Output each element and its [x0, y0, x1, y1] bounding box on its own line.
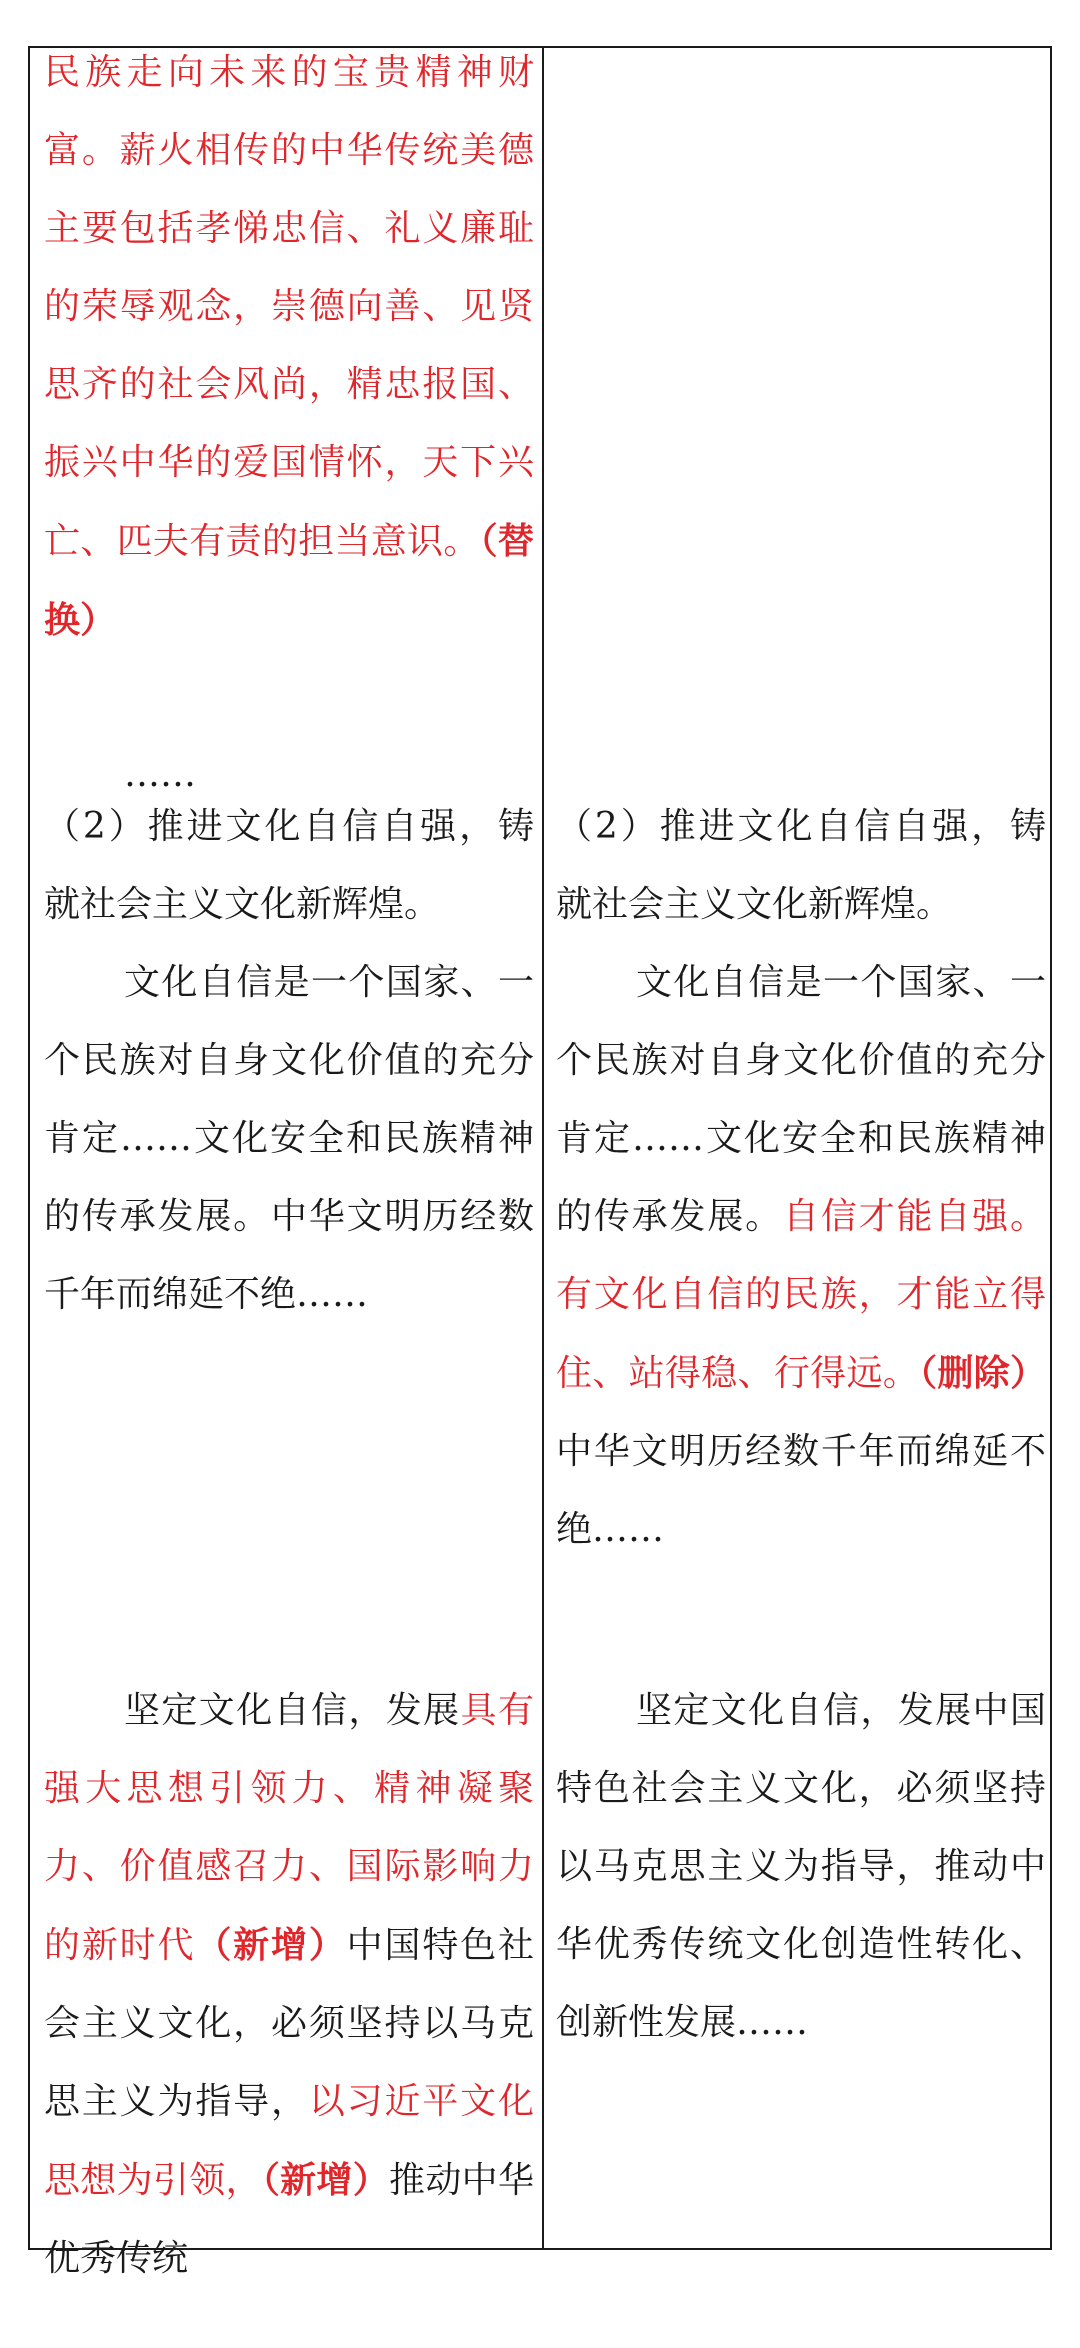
right-confidence-a: 文化自信是一个国家、一个民族对自身文化价值的充分肯定……文化安全和民族精神的传承发展。: [556, 962, 1046, 1237]
column-divider: [542, 48, 544, 2248]
right-confidence-c: 中华文明历经数千年而绵延不绝……: [556, 1431, 1046, 1550]
right-confidence-deleted: 自信才能自强。有文化自信的民族，才能立得住、站得稳、行得远。: [556, 1196, 1046, 1394]
left-heading-2: （2）推进文化自信自强，铸就社会主义文化新辉煌。: [44, 806, 534, 925]
left-develop-e: 推动中华优秀传统: [44, 2160, 534, 2279]
right-paragraph-develop: 坚定文化自信，发展中国特色社会主义文化，必须坚持以马克思主义为指导，推动中华优秀传统文化创造性转化、创新性发展……: [556, 1690, 1046, 2043]
left-develop-a: 坚定文化自信，发展: [124, 1690, 461, 1731]
right-heading-2: （2）推进文化自信自强，铸就社会主义文化新辉煌。: [556, 806, 1046, 925]
left-paragraph-virtues: [44, 34, 534, 660]
replace-tag: （替换）: [44, 520, 534, 641]
comparison-table: [28, 46, 1052, 2279]
add-tag-1: （新增）: [195, 1924, 347, 1966]
right-paragraph-confidence: [556, 944, 1046, 1569]
left-paragraph-develop: [44, 1672, 534, 2298]
left-virtues-text: 民族走向未来的宝贵精神财富。薪火相传的中华传统美德主要包括孝悌忠信、礼义廉耻的荣辱观念，崇德向善、见贤思齐的社会风尚，精忠报国、振兴中华的爱国情怀，天下兴亡、匹夫有责的担当意识。: [44, 52, 534, 562]
left-paragraph-confidence: 文化自信是一个国家、一个民族对自身文化价值的充分肯定……文化安全和民族精神的传承发展。中华文明历经数千年而绵延不绝……: [44, 962, 534, 1315]
left-develop-c: 中国特色社会主义文化，必须坚持以马克思主义为指导，: [44, 1925, 534, 2122]
left-ellipsis: ……: [124, 754, 196, 795]
add-tag-2: （新增）: [261, 2159, 390, 2201]
left-develop-added-2: 以习近平文化思想为引领，: [44, 2081, 534, 2201]
delete-tag: （删除）: [919, 1352, 1046, 1394]
left-develop-added: 具有强大思想引领力、精神凝聚力、价值感召力、国际影响力的新时代: [44, 1690, 534, 1966]
